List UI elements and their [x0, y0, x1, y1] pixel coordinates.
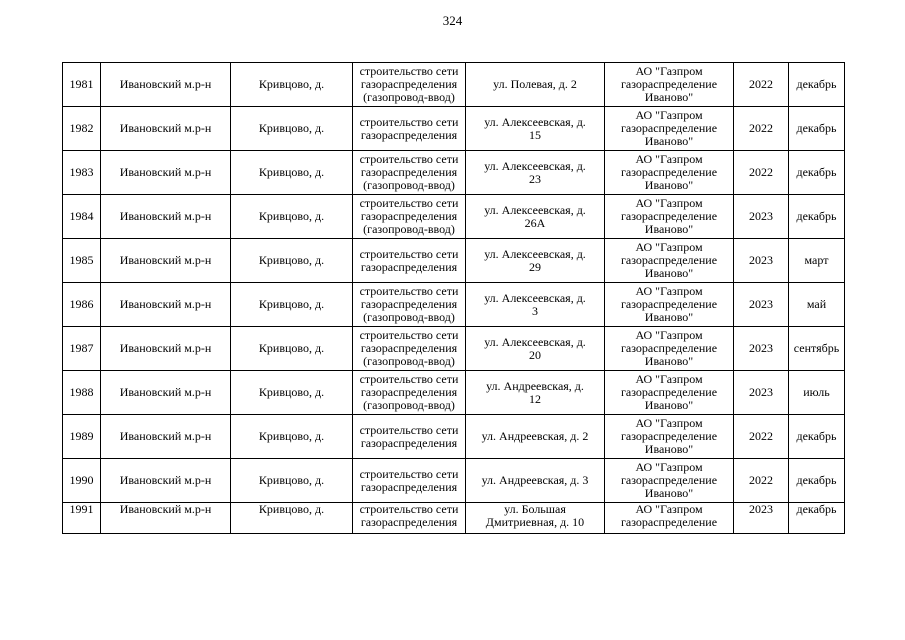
organization-cell-line: Иваново"	[644, 310, 694, 324]
year-cell: 2023	[734, 327, 789, 371]
district-cell: Ивановский м.р-н	[101, 107, 231, 151]
organization-cell	[605, 327, 734, 371]
work-type-cell	[353, 151, 466, 195]
address-cell-line: ул. Большая	[504, 502, 566, 516]
organization-cell	[605, 283, 734, 327]
address-cell	[466, 107, 605, 151]
row-number-cell: 1981	[63, 63, 101, 107]
work-type-cell-line: строительство сети	[359, 328, 459, 342]
table-row	[63, 151, 845, 195]
organization-cell-line: АО "Газпром	[635, 240, 703, 254]
settlement-cell: Кривцово, д.	[231, 459, 353, 503]
organization-cell	[605, 195, 734, 239]
organization-cell	[605, 107, 734, 151]
organization-cell-line: АО "Газпром	[635, 108, 703, 122]
work-type-cell-line: (газопровод-ввод)	[363, 398, 455, 412]
year-cell: 2022	[734, 415, 789, 459]
work-type-cell-line: (газопровод-ввод)	[363, 354, 455, 368]
row-number-cell: 1983	[63, 151, 101, 195]
organization-cell-line: АО "Газпром	[635, 328, 703, 342]
organization-cell-line: газораспределение	[620, 121, 718, 135]
work-type-cell-line: газораспределения	[360, 435, 458, 450]
organization-cell-line: газораспределение	[620, 77, 718, 91]
row-number-cell: 1989	[63, 415, 101, 459]
work-type-cell-line: газораспределения	[360, 165, 458, 179]
organization-cell-line: Иваново"	[644, 178, 694, 192]
work-type-cell	[353, 107, 466, 151]
work-type-cell	[353, 459, 466, 503]
organization-cell-line: газораспределение	[620, 473, 718, 487]
organization-cell-line: Иваново"	[644, 222, 694, 236]
address-cell	[466, 283, 605, 327]
work-type-cell-line: строительство сети	[359, 502, 459, 516]
settlement-cell: Кривцово, д.	[231, 195, 353, 239]
address-cell	[466, 151, 605, 195]
work-type-cell-line: (газопровод-ввод)	[363, 310, 455, 324]
district-cell: Ивановский м.р-н	[101, 63, 231, 107]
year-cell: 2022	[734, 459, 789, 503]
district-cell: Ивановский м.р-н	[101, 415, 231, 459]
work-type-cell-line: (газопровод-ввод)	[363, 178, 455, 192]
row-number-cell: 1984	[63, 195, 101, 239]
district-cell: Ивановский м.р-н	[101, 503, 231, 534]
year-cell: 2022	[734, 151, 789, 195]
organization-cell	[605, 371, 734, 415]
organization-cell-line: газораспределение	[620, 297, 718, 311]
month-cell: май	[789, 283, 845, 327]
row-number-cell: 1991	[63, 503, 101, 534]
address-cell-line: ул. Полевая, д. 2	[493, 77, 577, 91]
organization-cell	[605, 459, 734, 503]
district-cell: Ивановский м.р-н	[101, 327, 231, 371]
address-cell	[466, 327, 605, 371]
organization-cell-line: АО "Газпром	[635, 196, 703, 210]
work-type-cell-line: газораспределения	[360, 385, 458, 399]
organization-cell-line: Иваново"	[644, 486, 694, 500]
row-number-cell: 1986	[63, 283, 101, 327]
settlement-cell: Кривцово, д.	[231, 151, 353, 195]
row-number-cell: 1985	[63, 239, 101, 283]
address-cell-line: 12	[529, 391, 541, 406]
month-cell: декабрь	[789, 107, 845, 151]
work-type-cell-line: газораспределения	[360, 77, 458, 91]
organization-cell-line: АО "Газпром	[635, 64, 703, 78]
table-row	[63, 459, 845, 503]
table-row	[63, 107, 845, 151]
organization-cell-line: Иваново"	[644, 354, 694, 368]
work-type-cell-line: газораспределения	[360, 479, 458, 494]
district-cell: Ивановский м.р-н	[101, 371, 231, 415]
work-type-cell-line: газораспределения	[360, 515, 458, 529]
organization-cell-line: АО "Газпром	[635, 416, 703, 430]
organization-cell-line: газораспределение	[620, 253, 718, 267]
gasification-table	[62, 62, 845, 534]
address-cell-line: ул. Алексеевская, д.	[484, 334, 586, 349]
year-cell: 2023	[734, 239, 789, 283]
work-type-cell-line: строительство сети	[359, 422, 459, 437]
work-type-cell-line: (газопровод-ввод)	[363, 222, 455, 236]
organization-cell	[605, 239, 734, 283]
organization-cell-line: газораспределение	[620, 429, 718, 443]
year-cell: 2023	[734, 195, 789, 239]
work-type-cell-line: строительство сети	[359, 64, 459, 78]
work-type-cell-line: газораспределения	[360, 127, 458, 142]
address-cell-line: 26А	[524, 215, 546, 230]
organization-cell	[605, 151, 734, 195]
settlement-cell: Кривцово, д.	[231, 371, 353, 415]
page-number: 324	[442, 13, 463, 28]
work-type-cell-line: газораспределения	[360, 297, 458, 311]
work-type-cell-line: газораспределения	[360, 341, 458, 355]
organization-cell-line: газораспределение	[620, 341, 718, 355]
table-body	[63, 63, 845, 534]
address-cell	[466, 239, 605, 283]
work-type-cell	[353, 239, 466, 283]
address-cell-line: ул. Алексеевская, д.	[484, 246, 586, 261]
organization-cell	[605, 415, 734, 459]
settlement-cell: Кривцово, д.	[231, 327, 353, 371]
row-number-cell: 1990	[63, 459, 101, 503]
row-number-cell: 1988	[63, 371, 101, 415]
address-cell-line: ул. Андреевская, д. 2	[481, 429, 589, 443]
work-type-cell	[353, 195, 466, 239]
address-cell-line: 20	[529, 347, 541, 362]
work-type-cell	[353, 371, 466, 415]
address-cell	[466, 415, 605, 459]
row-number-cell: 1987	[63, 327, 101, 371]
work-type-cell-line: строительство сети	[359, 246, 459, 261]
row-number-cell: 1982	[63, 107, 101, 151]
work-type-cell	[353, 63, 466, 107]
settlement-cell: Кривцово, д.	[231, 63, 353, 107]
settlement-cell: Кривцово, д.	[231, 107, 353, 151]
month-cell: март	[789, 239, 845, 283]
address-cell-line: ул. Андреевская, д. 3	[481, 473, 589, 487]
address-cell-line: ул. Алексеевская, д.	[484, 114, 586, 129]
address-cell-line: 15	[529, 127, 541, 142]
work-type-cell-line: строительство сети	[359, 466, 459, 481]
table-row	[63, 239, 845, 283]
address-cell-line: 23	[529, 171, 541, 186]
month-cell: декабрь	[789, 63, 845, 107]
month-cell: декабрь	[789, 503, 845, 534]
address-cell-line: Дмитриевная, д. 10	[485, 515, 585, 529]
organization-cell-line: Иваново"	[644, 90, 694, 104]
organization-cell-line: АО "Газпром	[635, 152, 703, 166]
organization-cell-line: газораспределение	[620, 209, 718, 223]
work-type-cell-line: газораспределения	[360, 259, 458, 274]
table-row	[63, 283, 845, 327]
month-cell: декабрь	[789, 459, 845, 503]
organization-cell-line: АО "Газпром	[635, 460, 703, 474]
settlement-cell: Кривцово, д.	[231, 283, 353, 327]
address-cell-line: 29	[529, 259, 541, 274]
address-cell	[466, 459, 605, 503]
address-cell-line: ул. Алексеевская, д.	[484, 290, 586, 305]
organization-cell	[605, 503, 734, 534]
work-type-cell	[353, 415, 466, 459]
year-cell: 2023	[734, 503, 789, 534]
work-type-cell-line: строительство сети	[359, 114, 459, 129]
month-cell: декабрь	[789, 415, 845, 459]
organization-cell-line: Иваново"	[644, 134, 694, 148]
organization-cell-line: газораспределение	[620, 165, 718, 179]
address-cell-line: ул. Алексеевская, д.	[484, 158, 586, 173]
work-type-cell	[353, 283, 466, 327]
year-cell: 2022	[734, 107, 789, 151]
work-type-cell-line: строительство сети	[359, 152, 459, 166]
settlement-cell: Кривцово, д.	[231, 239, 353, 283]
address-cell-line: ул. Алексеевская, д.	[484, 202, 586, 217]
settlement-cell: Кривцово, д.	[231, 415, 353, 459]
address-cell	[466, 63, 605, 107]
work-type-cell-line: (газопровод-ввод)	[363, 90, 455, 104]
address-cell	[466, 371, 605, 415]
district-cell: Ивановский м.р-н	[101, 239, 231, 283]
work-type-cell-line: строительство сети	[359, 284, 459, 298]
district-cell: Ивановский м.р-н	[101, 283, 231, 327]
year-cell: 2023	[734, 371, 789, 415]
table-row	[63, 371, 845, 415]
organization-cell-line: АО "Газпром	[635, 502, 703, 516]
organization-cell-line: газораспределение	[620, 515, 718, 529]
table-row	[63, 195, 845, 239]
organization-cell-line: АО "Газпром	[635, 284, 703, 298]
address-cell	[466, 195, 605, 239]
month-cell: сентябрь	[789, 327, 845, 371]
settlement-cell: Кривцово, д.	[231, 503, 353, 534]
address-cell-line: 3	[532, 303, 538, 318]
month-cell: декабрь	[789, 151, 845, 195]
work-type-cell-line: строительство сети	[359, 196, 459, 210]
work-type-cell	[353, 503, 466, 534]
work-type-cell-line: газораспределения	[360, 209, 458, 223]
address-cell-line: ул. Андреевская, д.	[486, 378, 584, 393]
year-cell: 2023	[734, 283, 789, 327]
organization-cell-line: Иваново"	[644, 398, 694, 412]
table-row	[63, 503, 845, 534]
organization-cell-line: Иваново"	[644, 266, 694, 280]
organization-cell-line: АО "Газпром	[635, 372, 703, 386]
address-cell	[466, 503, 605, 534]
work-type-cell-line: строительство сети	[359, 372, 459, 386]
district-cell: Ивановский м.р-н	[101, 151, 231, 195]
work-type-cell	[353, 327, 466, 371]
organization-cell-line: Иваново"	[644, 442, 694, 456]
organization-cell-line: газораспределение	[620, 385, 718, 399]
table-row	[63, 415, 845, 459]
district-cell: Ивановский м.р-н	[101, 459, 231, 503]
table-row	[63, 63, 845, 107]
district-cell: Ивановский м.р-н	[101, 195, 231, 239]
year-cell: 2022	[734, 63, 789, 107]
month-cell: июль	[789, 371, 845, 415]
month-cell: декабрь	[789, 195, 845, 239]
organization-cell	[605, 63, 734, 107]
table-row	[63, 327, 845, 371]
